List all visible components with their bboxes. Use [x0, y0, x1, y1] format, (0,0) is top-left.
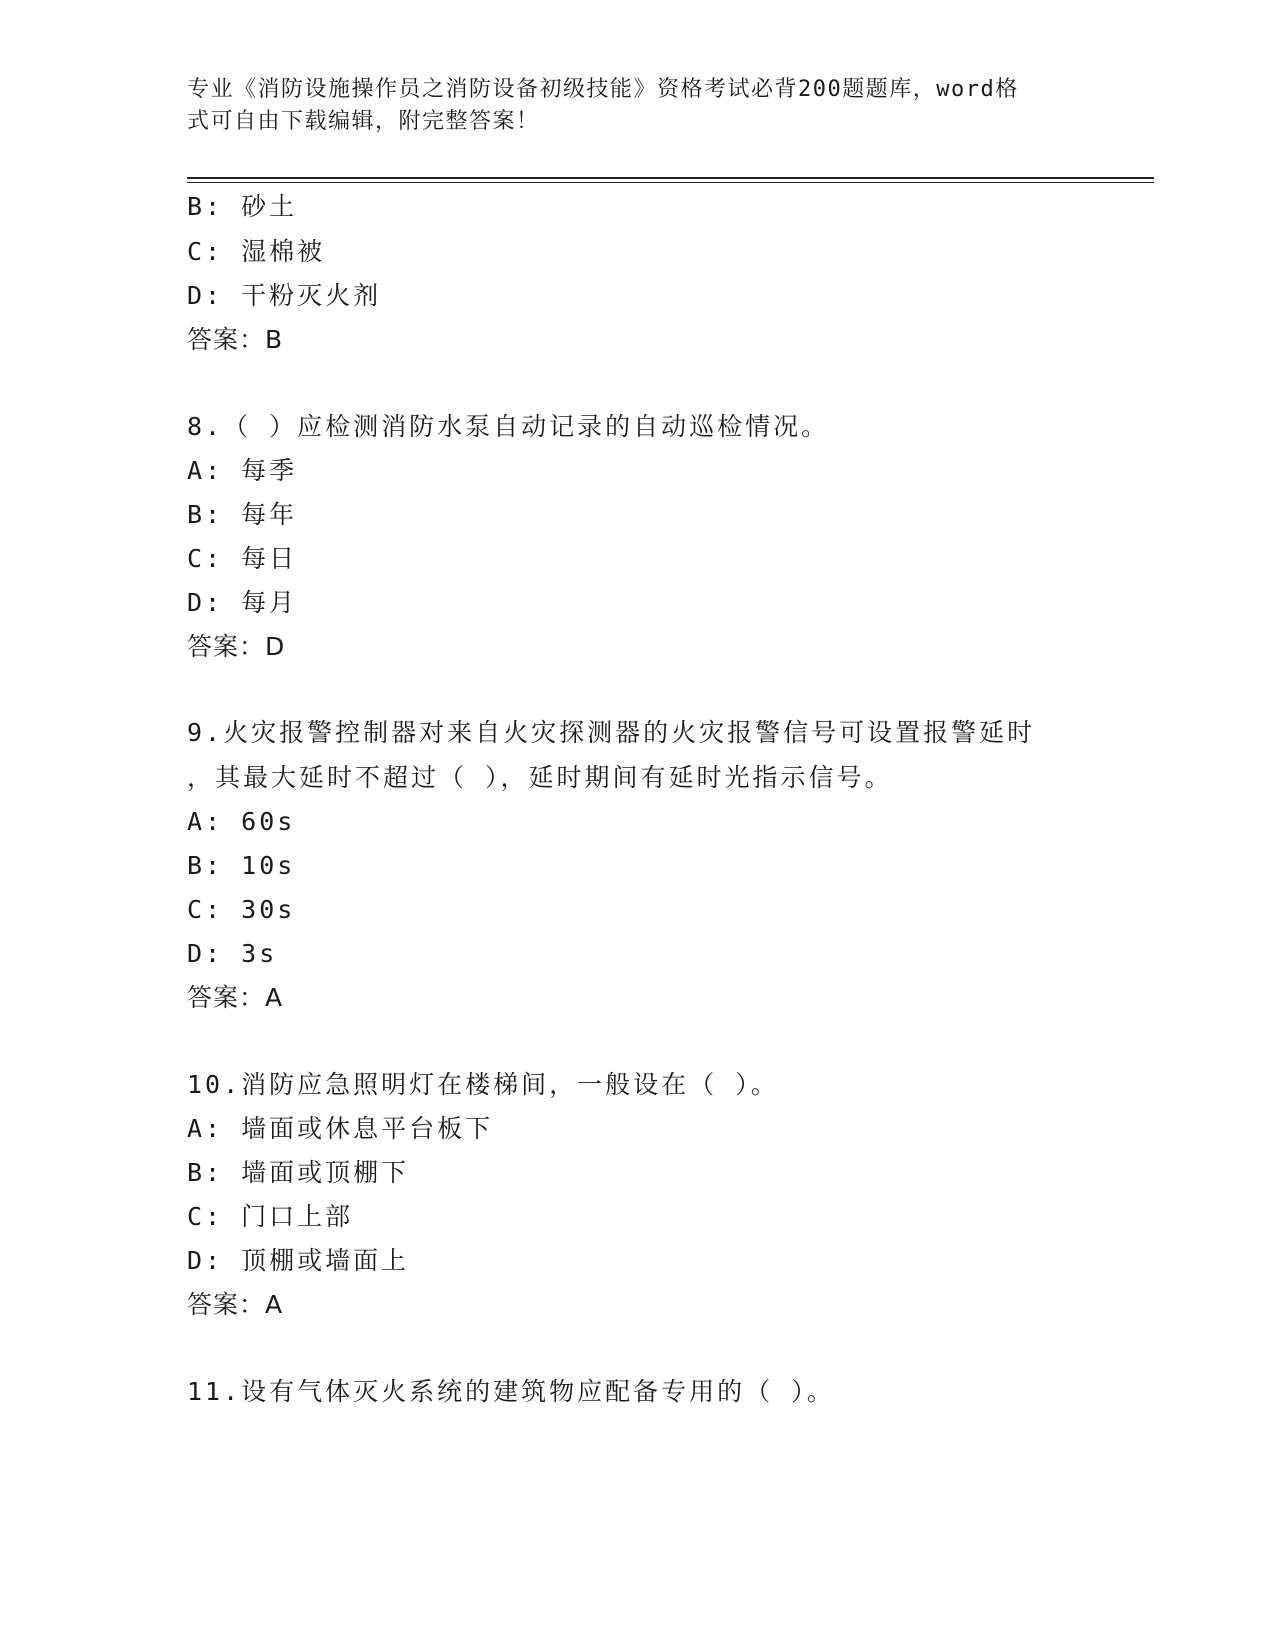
q9-option-b: B: 10s — [187, 851, 296, 880]
q11-question: 11.设有气体灭火系统的建筑物应配备专用的（ ）。 — [187, 1377, 835, 1406]
q8-answer: 答案：D — [187, 632, 286, 661]
q7-option-b: B: 砂土 — [187, 192, 298, 221]
q9-option-c: C: 30s — [187, 895, 296, 924]
q8-option-a: A: 每季 — [187, 456, 298, 485]
q8-question: 8.（ ）应检测消防水泵自动记录的自动巡检情况。 — [187, 412, 830, 441]
q9-question-line-1: 9.火灾报警控制器对来自火灾探测器的火灾报警信号可设置报警延时 — [187, 718, 1036, 747]
q9-option-d: D: 3s — [187, 939, 278, 968]
q9-answer: 答案：A — [187, 983, 284, 1012]
q10-option-b: B: 墙面或顶棚下 — [187, 1158, 410, 1187]
header-divider-thin — [187, 182, 1154, 183]
q8-option-d: D: 每月 — [187, 588, 298, 617]
q7-option-c: C: 湿棉被 — [187, 237, 326, 266]
header-line-1: 专业《消防设施操作员之消防设备初级技能》资格考试必背200题题库，word格 — [187, 77, 1019, 102]
document-header — [187, 74, 1067, 138]
q8-option-c: C: 每日 — [187, 544, 298, 573]
q9-option-a: A: 60s — [187, 807, 296, 836]
q7-option-d: D: 干粉灭火剂 — [187, 281, 382, 310]
header-line-2: 式可自由下载编辑，附完整答案！ — [187, 109, 540, 134]
q10-answer: 答案：A — [187, 1290, 284, 1319]
q10-option-d: D: 顶棚或墙面上 — [187, 1246, 410, 1275]
q10-question: 10.消防应急照明灯在楼梯间，一般设在（ ）。 — [187, 1070, 779, 1099]
q8-option-b: B: 每年 — [187, 500, 298, 529]
q10-option-a: A: 墙面或休息平台板下 — [187, 1114, 494, 1143]
header-divider-thick — [187, 177, 1154, 179]
q7-answer: 答案：B — [187, 325, 284, 354]
q10-option-c: C: 门口上部 — [187, 1202, 354, 1231]
q9-question-line-2: ，其最大延时不超过（ ），延时期间有延时光指示信号。 — [187, 763, 893, 792]
